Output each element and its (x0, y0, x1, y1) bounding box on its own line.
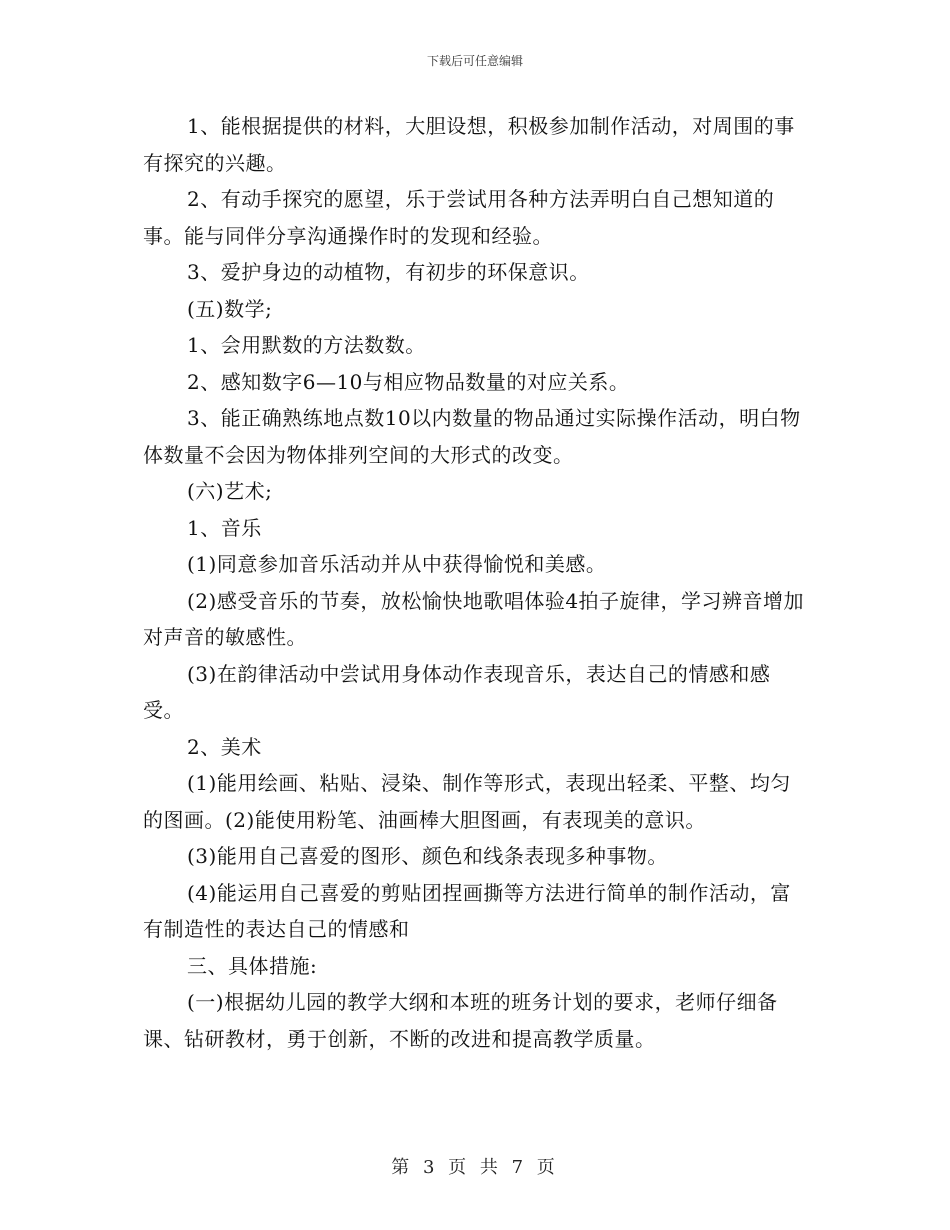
page-header: 下载后可任意编辑 (426, 54, 523, 68)
section-heading: 三、具体措施: (187, 953, 318, 978)
paragraph: (1)同意参加音乐活动并从中获得愉悦和美感。 (187, 552, 607, 576)
paragraph: 1、能根据提供的材料，大胆设想，积极参加制作活动，对周围的事有探究的兴趣。 (143, 114, 795, 175)
section-heading: (五)数学; (187, 296, 273, 321)
paragraph: 2、感知数字6—10与相应物品数量的对应关系。 (187, 369, 630, 394)
paragraph: (3)能用自己喜爱的图形、颜色和线条表现多种事物。 (187, 844, 668, 868)
paragraph: 3、能正确熟练地点数10以内数量的物品通过实际操作活动，明白物体数量不会因为物体排列空间的大形式的改变。 (143, 406, 801, 467)
subsection-heading: 1、音乐 (187, 515, 262, 540)
paragraph: (一)根据幼儿园的教学大纲和本班的班务计划的要求，老师仔细备课、钻研教材，勇于创新，不断的改进和提高教学质量。 (143, 990, 778, 1051)
paragraph: (3)在韵律活动中尝试用身体动作表现音乐，表达自己的情感和感受。 (143, 661, 771, 722)
document-body (143, 108, 811, 1057)
paragraph: 1、会用默数的方法数数。 (187, 333, 426, 357)
page-number-footer: 第 3 页 共 7 页 (391, 1157, 559, 1178)
paragraph: (2)感受音乐的节奏，放松愉快地歌唱体验4拍子旋律，学习辨音增加对声音的敏感性。 (143, 588, 805, 649)
paragraph: 2、有动手探究的愿望，乐于尝试用各种方法弄明白自己想知道的事。能与同伴分享沟通操作时的发现和经验。 (143, 187, 775, 248)
paragraph: (4)能运用自己喜爱的剪贴团捏画撕等方法进行简单的制作活动，富有制造性的表达自己的情感和 (143, 880, 791, 941)
section-heading: (六)艺术; (187, 479, 273, 503)
paragraph: 3、爱护身边的动植物，有初步的环保意识。 (187, 260, 590, 284)
paragraph: (1)能用绘画、粘贴、浸染、制作等形式，表现出轻柔、平整、均匀的图画。(2)能使用粉笔、油画棒大胆图画，有表现美的意识。 (143, 771, 791, 832)
subsection-heading: 2、美术 (187, 734, 262, 759)
